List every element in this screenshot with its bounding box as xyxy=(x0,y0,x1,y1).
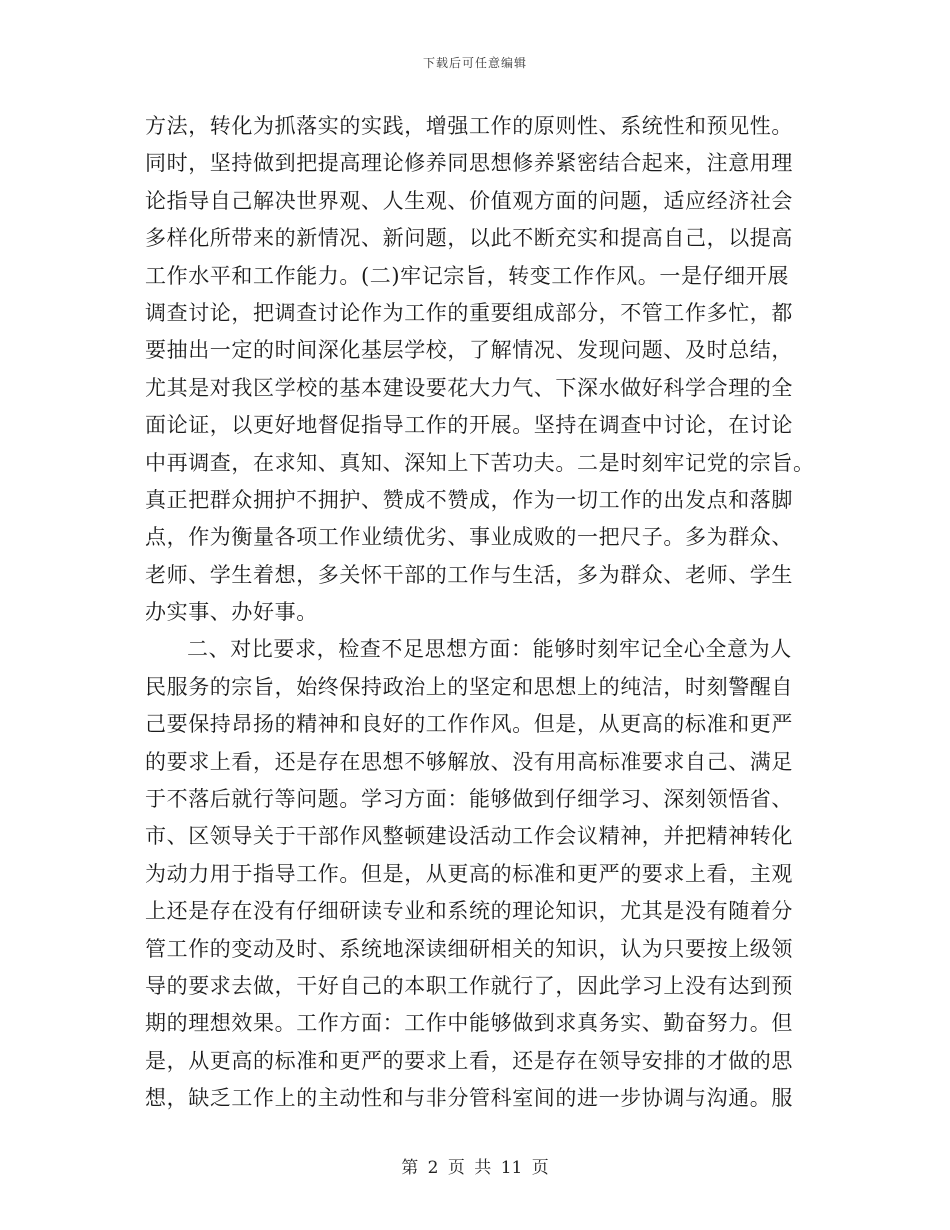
text-line: 面论证，以更好地督促指导工作的开展。坚持在调查中讨论，在讨论 xyxy=(145,413,793,438)
text-line: 己要保持昂扬的精神和良好的工作作风。但是，从更高的标准和更严 xyxy=(145,712,793,737)
text-line: 多样化所带来的新情况、新问题，以此不断充实和提高自己，以提高 xyxy=(145,226,793,251)
text-line: 论指导自己解决世界观、人生观、价值观方面的问题，适应经济社会 xyxy=(145,188,793,213)
text-line: 的要求上看，还是存在思想不够解放、没有用高标准要求自己、满足 xyxy=(145,749,793,774)
text-line: 期的理想效果。工作方面：工作中能够做到求真务实、勤奋努力。但 xyxy=(145,1011,793,1036)
text-line: 要抽出一定的时间深化基层学校，了解情况、发现问题、及时总结， xyxy=(145,338,793,363)
text-line: 中再调查，在求知、真知、深知上下苦功夫。二是时刻牢记党的宗旨。 xyxy=(145,450,815,475)
document-body xyxy=(145,108,815,1118)
page-header: 下载后可任意编辑 xyxy=(422,56,527,70)
text-line: 办实事、办好事。 xyxy=(145,600,318,625)
text-line: 为动力用于指导工作。但是，从更高的标准和更严的要求上看，主观 xyxy=(145,861,793,886)
text-line: 真正把群众拥护不拥护、赞成不赞成，作为一切工作的出发点和落脚 xyxy=(145,487,793,512)
text-line: 导的要求去做，干好自己的本职工作就行了，因此学习上没有达到预 xyxy=(145,973,793,998)
text-line: 于不落后就行等问题。学习方面：能够做到仔细学习、深刻领悟省、 xyxy=(145,787,793,812)
text-line: 方法，转化为抓落实的实践，增强工作的原则性、系统性和预见性。 xyxy=(145,114,793,138)
text-line: 点，作为衡量各项工作业绩优劣、事业成败的一把尺子。多为群众、 xyxy=(145,525,793,550)
text-line: 市、区领导关于干部作风整顿建设活动工作会议精神，并把精神转化 xyxy=(145,824,793,849)
text-line: 想，缺乏工作上的主动性和与非分管科室间的进一步协调与沟通。服 xyxy=(145,1086,793,1111)
text-line: 上还是存在没有仔细研读专业和系统的理论知识，尤其是没有随着分 xyxy=(145,899,793,924)
text-line: 管工作的变动及时、系统地深读细研相关的知识，认为只要按上级领 xyxy=(145,936,793,961)
text-line: 是，从更高的标准和更严的要求上看，还是存在领导安排的才做的思 xyxy=(145,1048,793,1073)
text-line: 工作水平和工作能力。(二)牢记宗旨，转变工作作风。一是仔细开展 xyxy=(145,263,789,288)
text-line: 同时，坚持做到把提高理论修养同思想修养紧密结合起来，注意用理 xyxy=(145,151,793,176)
text-line: 调查讨论，把调查讨论作为工作的重要组成部分，不管工作多忙，都 xyxy=(145,300,793,325)
paragraph-start-line: 二、对比要求，检查不足思想方面：能够时刻牢记全心全意为人 xyxy=(187,637,792,662)
text-line: 民服务的宗旨，始终保持政治上的坚定和思想上的纯洁，时刻警醒自 xyxy=(145,674,793,699)
text-line: 尤其是对我区学校的基本建设要花大力气、下深水做好科学合理的全 xyxy=(145,375,793,400)
text-line: 老师、学生着想，多关怀干部的工作与生活，多为群众、老师、学生 xyxy=(145,562,793,587)
page-number-footer: 第 2 页 共 11 页 xyxy=(401,1158,549,1178)
